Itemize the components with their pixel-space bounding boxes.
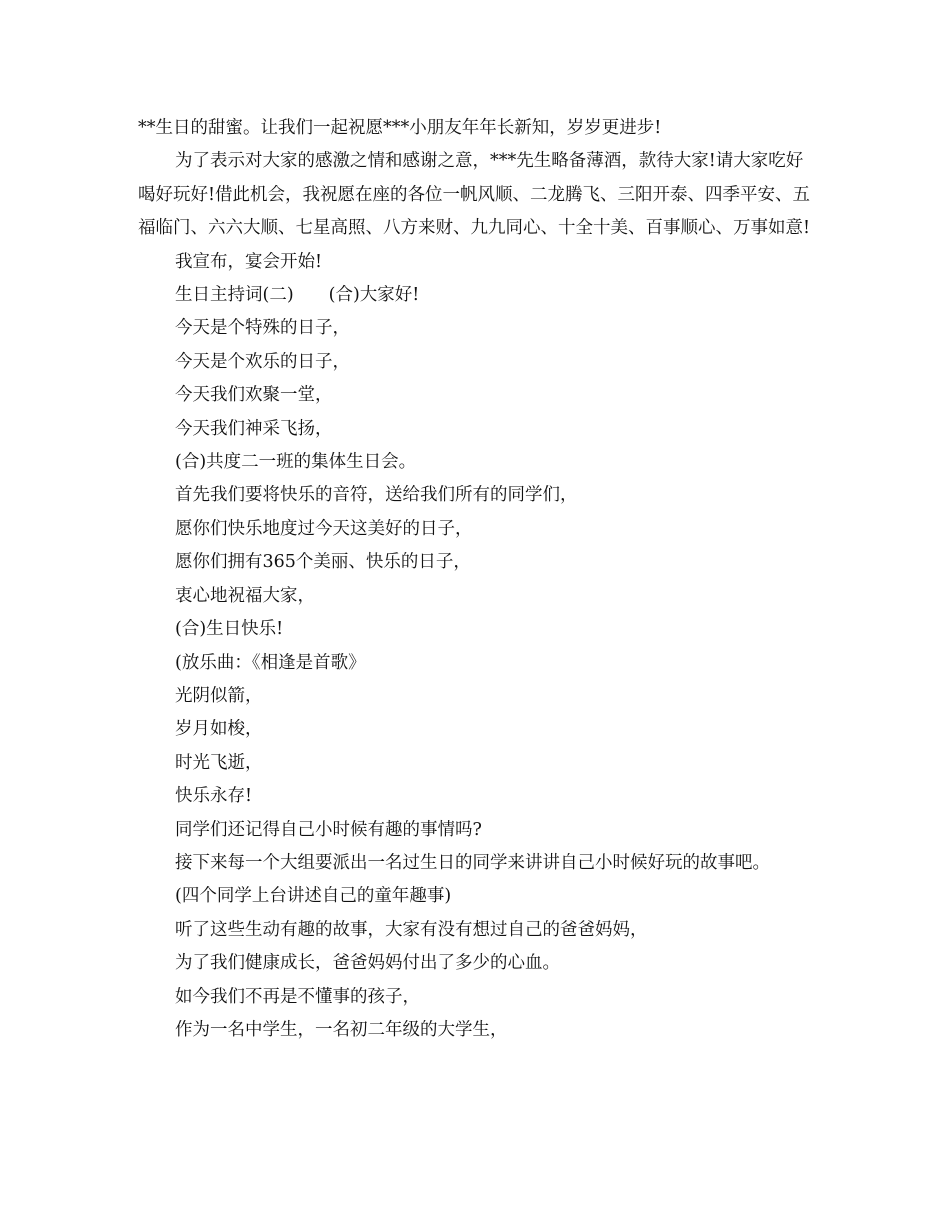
section-heading-line: 生日主持词(二) (合)大家好! (175, 285, 420, 306)
paragraph: 衷心地祝福大家， (175, 585, 315, 606)
paragraph: 首先我们要将快乐的音符，送给我们所有的同学们， (175, 485, 578, 506)
paragraph: 时光飞逝， (175, 752, 263, 773)
paragraph: 愿你们快乐地度过今天这美好的日子， (175, 518, 473, 539)
paragraph: (合)共度二一班的集体生日会。 (175, 452, 417, 473)
paragraph: 接下来每一个大组要派出一名过生日的同学来讲讲自己小时候好玩的故事吧。 (175, 852, 770, 873)
paragraph: 今天是个特殊的日子， (175, 318, 350, 339)
paragraph: 光阴似箭， (175, 685, 263, 706)
paragraph: 岁月如梭， (175, 719, 263, 740)
paragraph: (放乐曲：《相逢是首歌》 (175, 652, 366, 673)
paragraph: 如今我们不再是不懂事的孩子， (175, 986, 420, 1007)
paragraph: 为了我们健康成长，爸爸妈妈付出了多少的心血。 (175, 953, 560, 974)
paragraph: (四个同学上台讲述自己的童年趣事) (175, 886, 452, 907)
paragraph: 听了这些生动有趣的故事，大家有没有想过自己的爸爸妈妈， (175, 919, 648, 940)
paragraph: 今天是个欢乐的日子， (175, 351, 350, 372)
paragraph: 快乐永存! (175, 786, 253, 807)
paragraph: 我宣布，宴会开始! (175, 251, 323, 272)
paragraph: 今天我们神采飞扬， (175, 418, 333, 439)
paragraph: (合)生日快乐! (175, 619, 284, 640)
document-body (138, 112, 814, 1047)
paragraph: 愿你们拥有365个美丽、快乐的日子， (175, 552, 471, 573)
paragraph: **生日的甜蜜。让我们一起祝愿***小朋友年年长新知，岁岁更进步! (138, 118, 662, 138)
paragraph: 同学们还记得自己小时候有趣的事情吗? (175, 819, 482, 840)
paragraph: 为了表示对大家的感激之情和感谢之意，***先生略备薄酒，款待大家!请大家吃好喝好玩好!借此机会，我祝愿在座的各位一帆风顺、二龙腾飞、三阳开泰、四季平安、五福临门、六六大顺、七星高照、八方来财、九九同心、十全十美、百事顺心、万事如意! (138, 151, 811, 239)
paragraph: 今天我们欢聚一堂， (175, 385, 333, 406)
paragraph: 作为一名中学生，一名初二年级的大学生， (175, 1019, 508, 1040)
